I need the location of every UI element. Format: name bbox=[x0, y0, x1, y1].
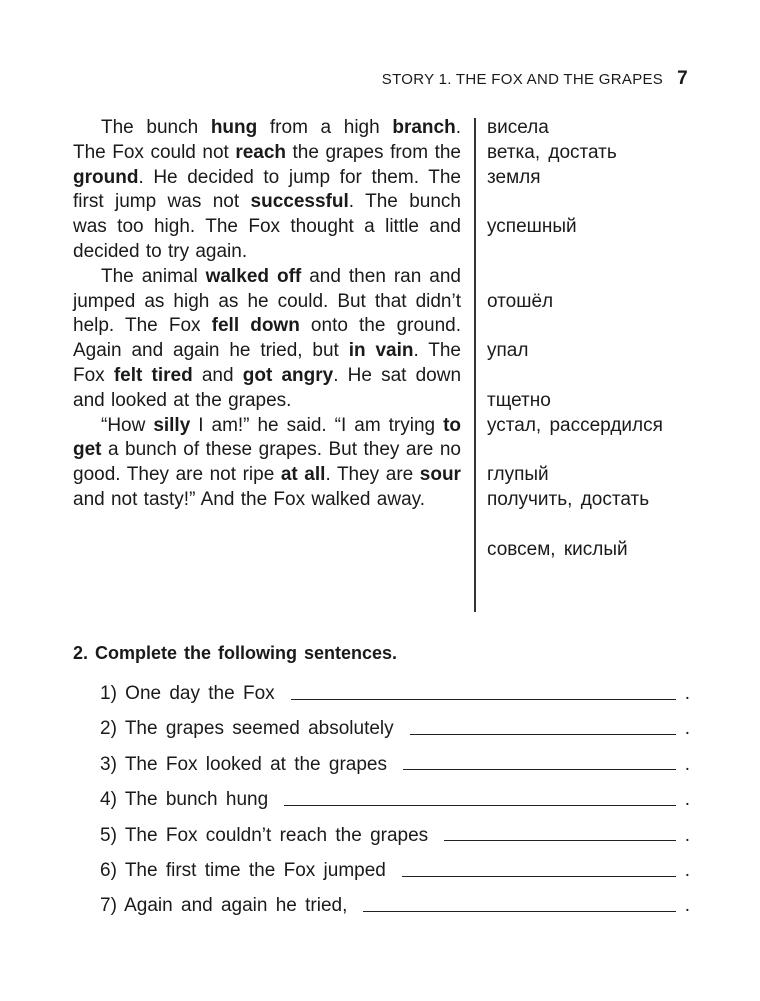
glossary-line bbox=[487, 190, 747, 215]
story-text-segment: The animal bbox=[101, 265, 206, 287]
glossary-line: глупый bbox=[487, 464, 549, 486]
story-text-segment: and then ran and jumped as high as he could. But that didn’t help. The Fox bbox=[73, 265, 461, 337]
story-text-segment: . They are bbox=[325, 464, 420, 486]
exercise-sentence bbox=[100, 818, 690, 853]
story-text-segment: I am!” he said. “I am trying bbox=[190, 414, 444, 436]
answer-blank[interactable] bbox=[402, 875, 676, 877]
exercise-sentence bbox=[100, 888, 690, 923]
glossary-line: тщетно bbox=[487, 389, 551, 411]
story-text-segment: “How bbox=[101, 414, 154, 436]
page-number: 7 bbox=[677, 68, 688, 89]
sentence-period: . bbox=[684, 718, 690, 740]
answer-blank[interactable] bbox=[444, 839, 676, 841]
story-text-segment: . The bunch was too high. The Fox thought a little and decided to try again. bbox=[73, 191, 461, 262]
vocab-word: branch bbox=[392, 117, 456, 138]
answer-blank[interactable] bbox=[284, 804, 676, 806]
sentence-prompt: 2) The grapes seemed absolutely bbox=[100, 718, 394, 740]
story-text-segment: . The Fox bbox=[73, 340, 461, 386]
glossary-line: успешный bbox=[487, 216, 577, 238]
glossary-line bbox=[487, 364, 747, 389]
sentence-period: . bbox=[684, 859, 690, 881]
sentence-prompt: 6) The first time the Fox jumped bbox=[100, 859, 386, 881]
sentence-prompt: 1) One day the Fox bbox=[100, 683, 275, 704]
vocab-word: in vain bbox=[348, 340, 414, 362]
sentence-prompt: 5) The Fox couldn’t reach the grapes bbox=[100, 824, 429, 846]
sentence-period: . bbox=[684, 753, 690, 775]
sentence-prompt: 3) The Fox looked at the grapes bbox=[100, 753, 387, 775]
story-text-segment: and bbox=[192, 364, 243, 386]
exercise-sentence bbox=[100, 676, 690, 711]
vocab-word: hung bbox=[210, 117, 258, 138]
vocab-word: to get bbox=[73, 414, 461, 461]
sentence-period: . bbox=[684, 789, 690, 811]
exercise-sentence bbox=[100, 711, 690, 746]
sentence-prompt: 4) The bunch hung bbox=[100, 789, 269, 811]
glossary-line: упал bbox=[487, 340, 529, 362]
sentence-period: . bbox=[684, 824, 690, 846]
running-title: STORY 1. THE FOX AND THE GRAPES bbox=[381, 71, 664, 88]
glossary-line: ветка, достать bbox=[487, 141, 617, 163]
exercise-title: 2. Complete the following sentences. bbox=[73, 643, 398, 663]
glossary-line: земля bbox=[487, 166, 541, 188]
story-text-segment: the grapes from the bbox=[286, 141, 461, 163]
exercise-sentences bbox=[100, 676, 690, 924]
glossary-line bbox=[487, 513, 747, 538]
story-text-segment: a bunch of these grapes. But they are no good. They are not ripe bbox=[73, 439, 461, 486]
vocab-word: got angry bbox=[242, 364, 334, 386]
answer-blank[interactable] bbox=[403, 768, 676, 770]
vocab-word: sour bbox=[419, 464, 461, 486]
glossary-line: висела bbox=[487, 117, 549, 138]
story-paragraph-3 bbox=[73, 414, 461, 513]
story-text-segment: . He sat down and looked at the grapes. bbox=[73, 364, 462, 411]
story-text-segment: and not tasty!” And the Fox walked away. bbox=[73, 488, 426, 510]
answer-blank[interactable] bbox=[410, 733, 676, 735]
story-text-segment: from a high bbox=[257, 117, 393, 138]
vocab-word: fell down bbox=[211, 315, 300, 337]
sentence-period: . bbox=[684, 895, 690, 917]
glossary-line bbox=[487, 314, 747, 339]
glossary-line: устал, рассердился bbox=[487, 414, 663, 436]
glossary-line bbox=[487, 438, 747, 463]
answer-blank[interactable] bbox=[363, 910, 676, 912]
glossary-line: получить, достать bbox=[487, 488, 650, 510]
exercise-sentence bbox=[100, 747, 690, 782]
sentence-prompt: 7) Again and again he tried, bbox=[100, 895, 348, 917]
vocab-word: successful bbox=[250, 191, 349, 213]
glossary-line bbox=[487, 240, 747, 265]
glossary-line bbox=[487, 265, 747, 290]
exercise-sentence bbox=[100, 853, 690, 888]
story-text-segment: . He decided to jump for them. The first jump was not bbox=[73, 166, 461, 213]
vocab-word: reach bbox=[235, 141, 287, 163]
story-text bbox=[73, 116, 461, 513]
sentence-period: . bbox=[684, 683, 690, 704]
glossary-line: совсем, кислый bbox=[487, 538, 628, 560]
vocab-word: silly bbox=[153, 414, 191, 436]
vocab-word: walked off bbox=[205, 265, 302, 287]
answer-blank[interactable] bbox=[291, 698, 676, 700]
vocab-word: ground bbox=[73, 166, 139, 188]
vocab-word: felt tired bbox=[113, 364, 193, 386]
story-paragraph-1 bbox=[73, 116, 461, 265]
glossary-line: отошёл bbox=[487, 290, 554, 312]
glossary-column bbox=[487, 116, 747, 562]
story-text-segment: The bunch bbox=[101, 117, 211, 138]
running-header bbox=[382, 68, 688, 90]
story-text-segment: . The Fox could not bbox=[73, 117, 461, 163]
story-paragraph-2 bbox=[73, 265, 461, 414]
vocab-word: at all bbox=[280, 464, 326, 486]
story-text-segment: onto the ground. Again and again he tried, but bbox=[73, 315, 462, 362]
exercise-sentence bbox=[100, 782, 690, 817]
column-divider bbox=[474, 118, 476, 612]
